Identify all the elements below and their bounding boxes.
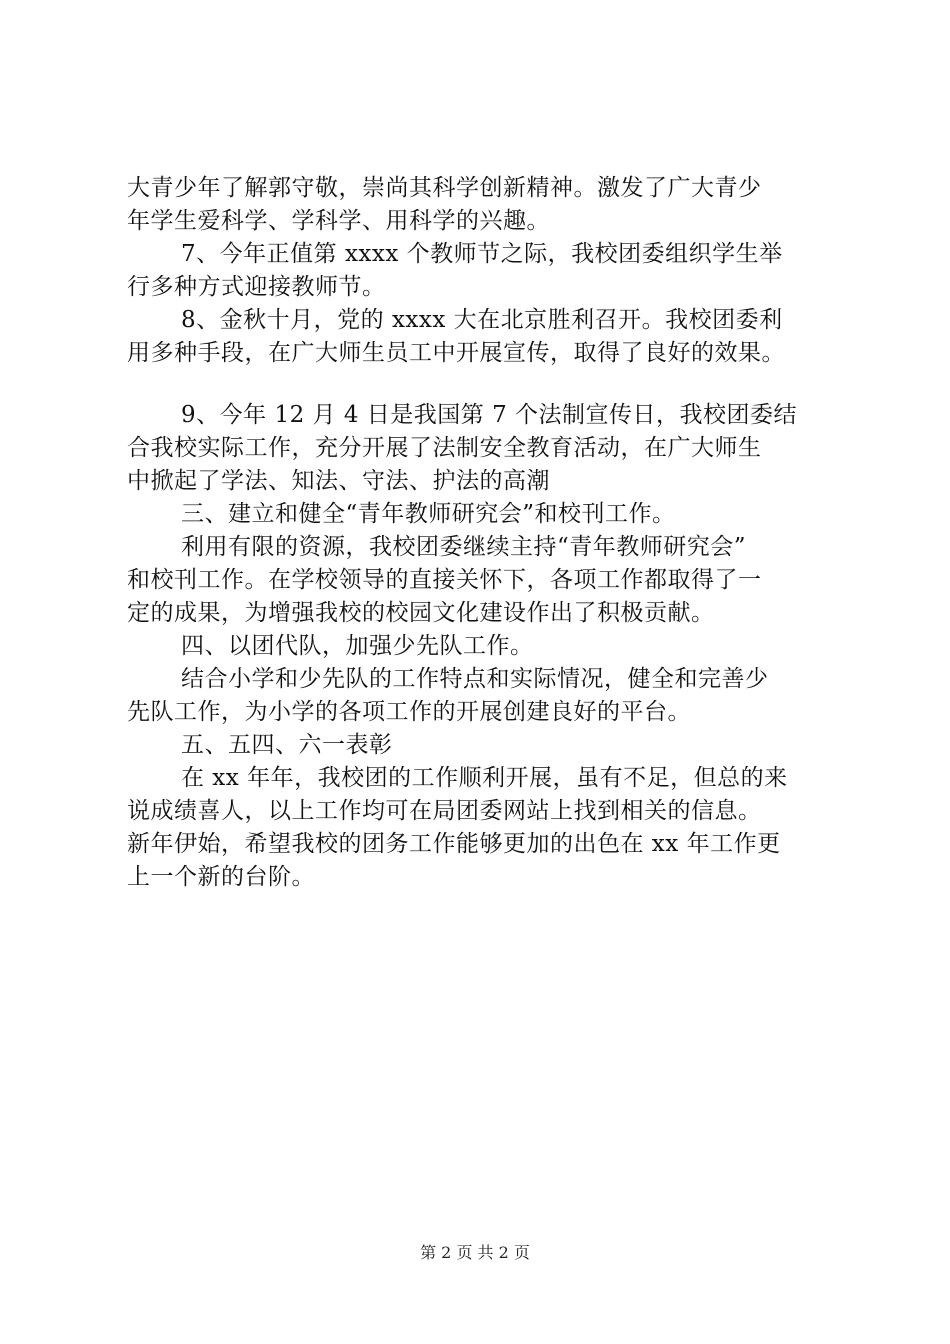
- document-body: [127, 172, 835, 894]
- paragraph-line: 行多种方式迎接教师节。: [127, 274, 386, 300]
- section-heading: 四、以团代队，加强少先队工作。: [181, 633, 534, 659]
- paragraph-line: 9、今年 12 月 4 日是我国第 7 个法制宣传日，我校团委结: [181, 402, 798, 428]
- paragraph-line: 中掀起了学法、知法、守法、护法的高潮: [127, 468, 550, 494]
- paragraph-line: 合我校实际工作，充分开展了法制安全教育活动，在广大师生: [127, 435, 762, 461]
- paragraph-line: 结合小学和少先队的工作特点和实际情况，健全和完善少: [181, 666, 769, 692]
- page-number-label: 第 2 页 共 2 页: [420, 1243, 530, 1262]
- paragraph-line: 说成绩喜人，以上工作均可在局团委网站上找到相关的信息。: [127, 798, 762, 824]
- paragraph-line: 新年伊始，希望我校的团务工作能够更加的出色在 xx 年工作更: [127, 831, 781, 857]
- paragraph-line: 上一个新的台阶。: [127, 864, 315, 890]
- section-heading: 五、五四、六一表彰: [181, 732, 393, 758]
- paragraph-line: 8、金秋十月，党的 xxxx 大在北京胜利召开。我校团委利: [181, 307, 783, 333]
- paragraph-gap: [127, 370, 835, 399]
- paragraph-line: 定的成果，为增强我校的校园文化建设作出了积极贡献。: [127, 600, 715, 626]
- paragraph-line: 大青少年了解郭守敬，崇尚其科学创新精神。激发了广大青少: [127, 175, 762, 201]
- paragraph-line: 7、今年正值第 xxxx 个教师节之际，我校团委组织学生举: [181, 241, 783, 267]
- section-heading: 三、建立和健全“青年教师研究会”和校刊工作。: [181, 501, 676, 527]
- paragraph-line: 先队工作，为小学的各项工作的开展创建良好的平台。: [127, 699, 691, 725]
- paragraph-line: 年学生爱科学、学科学、用科学的兴趣。: [127, 208, 550, 234]
- paragraph-line: 用多种手段，在广大师生员工中开展宣传，取得了良好的效果。: [127, 340, 785, 366]
- page-footer: [0, 1243, 950, 1263]
- paragraph-line: 在 xx 年年，我校团的工作顺利开展，虽有不足，但总的来: [181, 765, 788, 791]
- paragraph-line: 和校刊工作。在学校领导的直接关怀下，各项工作都取得了一: [127, 567, 762, 593]
- paragraph-line: 利用有限的资源，我校团委继续主持“青年教师研究会”: [181, 534, 747, 560]
